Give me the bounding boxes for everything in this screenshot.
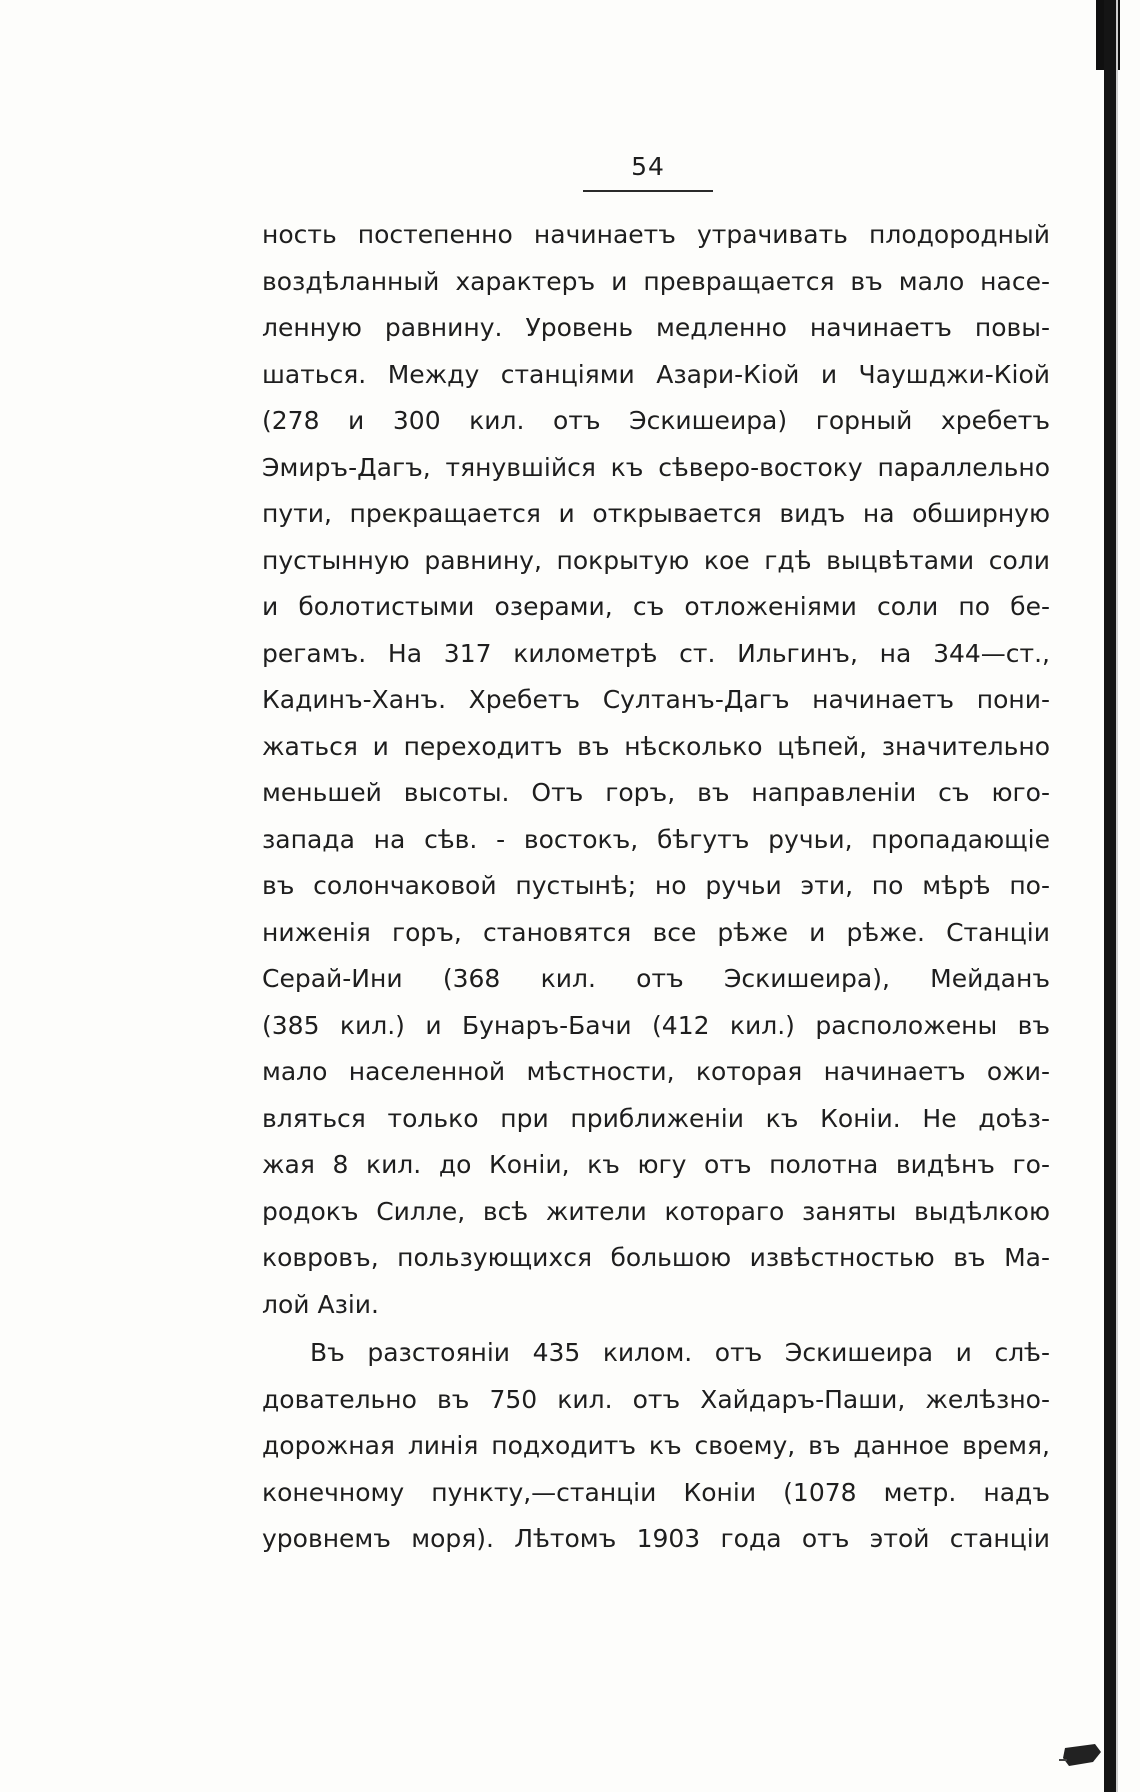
- text-line: (385 кил.) и Бунаръ-Бачи (412 кил.) расположены въ: [262, 1010, 1050, 1040]
- paragraph-2: [262, 1330, 1050, 1563]
- text-line: жая 8 кил. до Коніи, къ югу отъ полотна видѣнъ го-: [262, 1150, 1050, 1179]
- text-line: меньшей высоты. Отъ горъ, въ направленіи съ юго-: [262, 778, 1050, 807]
- text-line: ковровъ, пользующихся большою извѣстностью въ Ма-: [262, 1243, 1050, 1272]
- text-line: (278 и 300 кил. отъ Эскишеира) горный хребетъ: [262, 406, 1050, 435]
- scan-shadow: [1116, 0, 1118, 1792]
- text-line: шаться. Между станціями Азари-Кiой и Чаушджи-Кiой: [262, 359, 1050, 389]
- text-line: регамъ. На 317 километрѣ ст. Ильгинъ, на 344—ст.,: [262, 638, 1050, 668]
- paragraph-1: [262, 212, 1050, 1328]
- page-number-rule: [583, 190, 713, 192]
- text-line: Въ разстояніи 435 килом. отъ Эскишеира и слѣ-: [310, 1338, 1050, 1367]
- page-number: 54: [631, 152, 665, 181]
- text-line: Эмиръ-Дагъ, тянувшійся къ сѣверо-востоку параллельно: [262, 452, 1050, 482]
- text-line: Серай-Ини (368 кил. отъ Эскишеира), Мейданъ: [262, 964, 1050, 993]
- text-line: пути, прекращается и открывается видъ на обширную: [262, 499, 1050, 528]
- text-line: запада на сѣв. - востокъ, бѣгутъ ручьи, пропадающіе: [262, 824, 1050, 854]
- text-line: жаться и переходитъ въ нѣсколько цѣпей, значительно: [262, 731, 1050, 761]
- text-line: Кадинъ-Ханъ. Хребетъ Султанъ-Дагъ начинаетъ пони-: [262, 685, 1050, 714]
- text-line: пустынную равнину, покрытую кое гдѣ выцвѣтами соли: [262, 545, 1050, 575]
- text-line: ниженія горъ, становятся все рѣже и рѣже. Станціи: [262, 917, 1050, 947]
- text-line: уровнемъ моря). Лѣтомъ 1903 года отъ этой станціи: [262, 1524, 1050, 1553]
- text-line: довательно въ 750 кил. отъ Хайдаръ-Паши, желѣзно-: [262, 1384, 1050, 1414]
- text-line: мало населенной мѣстности, которая начинаетъ ожи-: [262, 1057, 1050, 1086]
- text-line: и болотистыми озерами, съ отложенiями соли по бе-: [262, 592, 1050, 621]
- text-line: воздѣланный характеръ и превращается въ мало насе-: [262, 266, 1050, 296]
- text-line: дорожная линія подходитъ къ своему, въ данное время,: [262, 1431, 1050, 1460]
- text-line: въ солончаковой пустынѣ; но ручьи эти, по мѣрѣ по-: [262, 871, 1050, 900]
- text-line: ность постепенно начинаетъ утрачивать плодородный: [262, 220, 1050, 249]
- text-line: вляться только при приближеніи къ Коніи. Не доѣз-: [262, 1103, 1050, 1133]
- text-line: родокъ Силле, всѣ жители котораго заняты выдѣлкою: [262, 1196, 1050, 1226]
- text-line: ленную равнину. Уровень медленно начинаетъ повы-: [262, 313, 1050, 342]
- scan-artifact-icon: [1055, 1740, 1105, 1770]
- text-line: лой Азіи.: [262, 1289, 380, 1319]
- text-line: конечному пункту,—станціи Коніи (1078 метр. надъ: [262, 1477, 1050, 1507]
